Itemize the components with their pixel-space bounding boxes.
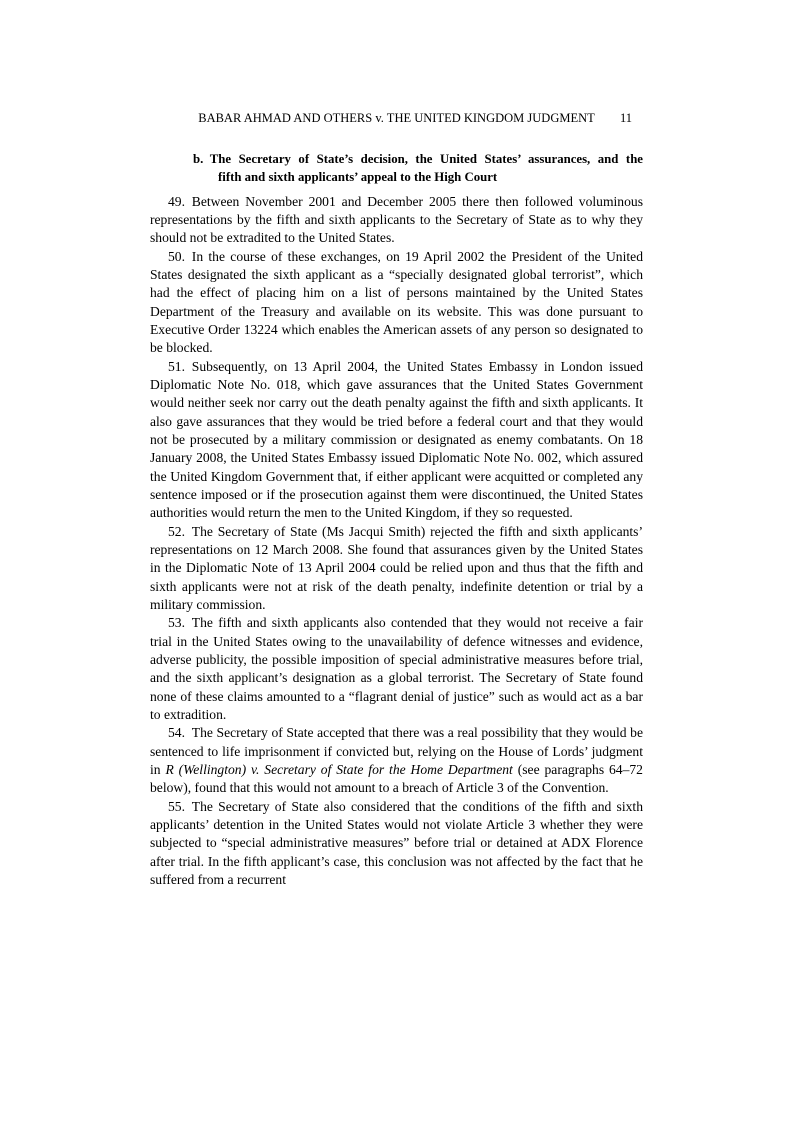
paragraph-text-segment: 49. Between November 2001 and December 2005 there then followed voluminous representations by the fifth and sixth applicants to the Secretary of State as to why they should not be extradited to the United States.: [150, 193, 643, 246]
page-number: 11: [619, 111, 632, 125]
header-title: BABAR AHMAD AND OTHERS v. THE UNITED KINGDOM JUDGMENT: [198, 111, 595, 125]
paragraph-text-segment: 55. The Secretary of State also considered that the conditions of the fifth and sixth applicants’ detention in the United States would not violate Article 3 whether they were subjected to “special administrative measures” before trial or detained at ADX Florence after trial. In the fifth applicant’s case, this conclusion was not affected by the fact that he suffered from a recurrent: [150, 798, 643, 887]
paragraph-54: [150, 724, 643, 797]
section-heading-line-1: b. The Secretary of State’s decision, the United States’ assurances, and the: [193, 152, 643, 166]
paragraph-51: [150, 358, 643, 523]
section-heading-line-2: fifth and sixth applicants’ appeal to the High Court: [218, 170, 498, 185]
document-content: [150, 150, 643, 889]
paragraph-text-segment: 54. The Secretary of State accepted that there was a real possibility that they would be sentenced to life imprisonment if convicted but, relying on the House of Lords’ judgment in: [150, 725, 643, 777]
paragraph-52: [150, 523, 643, 615]
paragraphs: [150, 193, 643, 889]
paragraph-53: [150, 614, 643, 724]
paragraph-text-segment: 53. The fifth and sixth applicants also contended that they would not receive a fair trial in the United States owing to the unavailability of defence witnesses and evidence, adverse publicity, the possible imposition of special administrative measures before trial, and the sixth applicant’s designation as a global terrorist. The Secretary of State found none of these claims amounted to a “flagrant denial of justice” such as would act as a bar to extradition.: [150, 615, 643, 722]
paragraph-text-segment: 50. In the course of these exchanges, on 19 April 2002 the President of the United States designated the sixth applicant as a “specially designated global terrorist”, which had the effect of placing him on a list of persons maintained by the United States Department of the Treasury and available on its website. This was done pursuant to Executive Order 13224 which enables the American assets of any person so designated to be blocked.: [150, 248, 643, 356]
paragraph-text-segment: 52. The Secretary of State (Ms Jacqui Smith) rejected the fifth and sixth applicants’ representations on 12 March 2008. She found that assurances given by the United States in the Diplomatic Note of 13 April 2004 could be relied upon and thus that the fifth and sixth applicants were not at risk of the death penalty, indefinite detention or trial by a military commission.: [150, 523, 643, 613]
paragraph-55: [150, 798, 643, 890]
paragraph-text-segment: (see paragraphs 64–72 below), found that this would not amount to a breach of Article 3 of the Convention.: [150, 761, 643, 796]
case-citation-italic: R (Wellington) v. Secretary of State for the Home Department: [165, 761, 513, 777]
running-header: [150, 111, 643, 126]
section-heading: [193, 150, 643, 187]
paragraph-49: [150, 193, 643, 248]
paragraph-50: [150, 248, 643, 358]
paragraph-text-segment: 51. Subsequently, on 13 April 2004, the United States Embassy in London issued Diplomatic Note No. 018, which gave assurances that the United States Government would neither seek nor carry out the death penalty against the fifth and sixth applicants. It also gave assurances that they would be tried before a federal court and that they would not be prosecuted by a military commission or designated as enemy combatants. On 18 January 2008, the United States Embassy issued Diplomatic Note No. 002, which assured the United Kingdom Government that, if either applicant were acquitted or completed any sentence imposed or if the prosecution against them were discontinued, the United States authorities would return the men to the United Kingdom, if they so requested.: [150, 358, 643, 521]
